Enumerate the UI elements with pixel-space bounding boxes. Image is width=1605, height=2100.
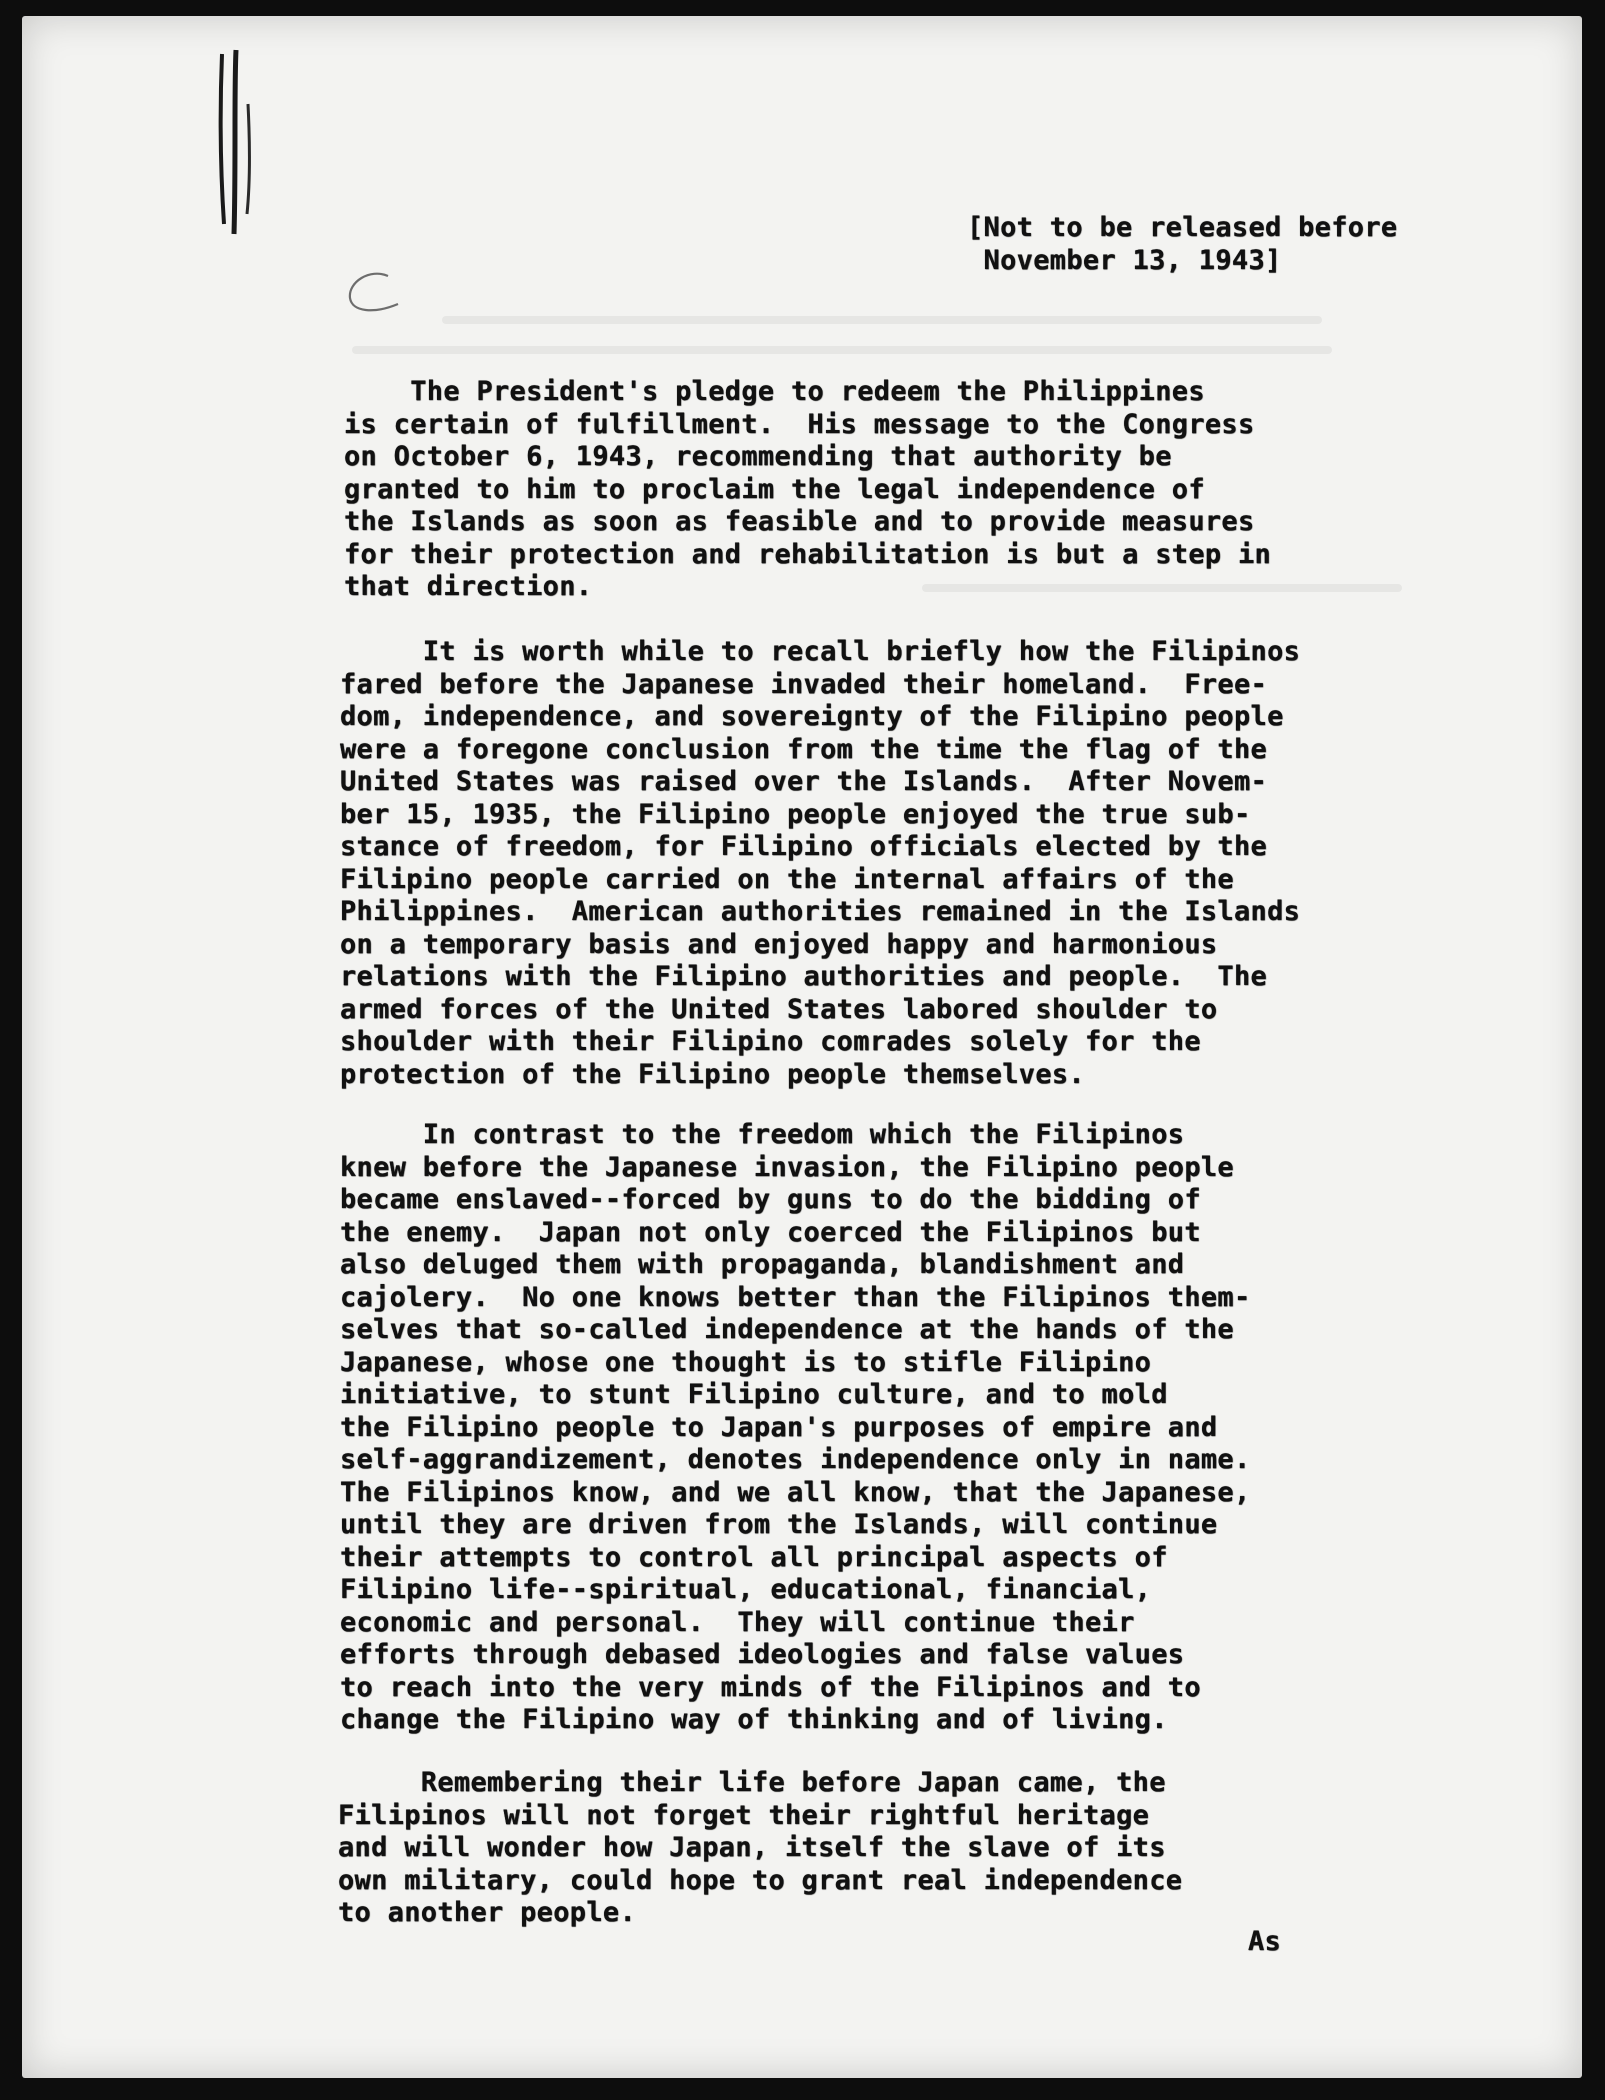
bleed-through-mark xyxy=(442,316,1322,324)
text-line: also deluged them with propaganda, blandishment and xyxy=(340,1249,1185,1280)
text-line: efforts through debased ideologies and false values xyxy=(340,1639,1185,1670)
text-line: for their protection and rehabilitation is but a step in xyxy=(344,538,1272,570)
text-line: the Islands as soon as feasible and to provide measures xyxy=(344,506,1255,537)
paragraph-in-contrast xyxy=(340,1119,1251,1737)
pencil-c-mark xyxy=(340,268,402,318)
text-line: dom, independence, and sovereignty of the Filipino people xyxy=(340,701,1284,732)
text-line: that direction. xyxy=(344,571,593,602)
text-line: It is worth while to recall briefly how the Filipinos xyxy=(340,636,1301,667)
text-line: on October 6, 1943, recommending that authority be xyxy=(344,441,1172,472)
page-catchword: As xyxy=(1248,1926,1282,1957)
text-line: were a foregone conclusion from the time the flag of the xyxy=(340,733,1268,765)
release-note-line: November 13, 1943] xyxy=(967,244,1282,276)
text-line: knew before the Japanese invasion, the Filipino people xyxy=(340,1151,1234,1183)
text-line: became enslaved--forced by guns to do the bidding of xyxy=(340,1184,1201,1215)
text-line: The Filipinos know, and we all know, that the Japanese, xyxy=(340,1476,1251,1508)
text-line: economic and personal. They will continue their xyxy=(340,1606,1135,1638)
release-embargo-note xyxy=(967,212,1397,277)
paragraph-remembering xyxy=(338,1767,1182,1930)
text-line: and will wonder how Japan, itself the slave of its xyxy=(338,1832,1166,1863)
text-line: Filipino life--spiritual, educational, financial, xyxy=(340,1574,1152,1605)
release-note-line: [Not to be released before xyxy=(967,212,1398,243)
text-line: armed forces of the United States labored shoulder to xyxy=(340,993,1218,1025)
text-line: initiative, to stunt Filipino culture, and to mold xyxy=(340,1379,1168,1410)
text-line: United States was raised over the Islands. After Novem- xyxy=(340,766,1268,797)
text-line: the enemy. Japan not only coerced the Filipinos but xyxy=(340,1216,1201,1248)
text-line: to another people. xyxy=(338,1897,636,1928)
text-line: Remembering their life before Japan came, the xyxy=(338,1767,1166,1798)
text-line: to reach into the very minds of the Filipinos and to xyxy=(340,1671,1201,1703)
text-line: the Filipino people to Japan's purposes of empire and xyxy=(340,1411,1218,1443)
text-line: own military, could hope to grant real independence xyxy=(338,1864,1183,1896)
text-line: protection of the Filipino people themselves. xyxy=(340,1058,1085,1090)
paragraph-before-invasion xyxy=(340,636,1300,1091)
text-line: In contrast to the freedom which the Filipinos xyxy=(340,1119,1185,1150)
typewritten-page xyxy=(22,16,1582,2078)
text-line: ber 15, 1935, the Filipino people enjoyed the true sub- xyxy=(340,798,1251,830)
text-line: cajolery. No one knows better than the Filipinos them- xyxy=(340,1281,1251,1313)
text-line: Filipinos will not forget their rightful heritage xyxy=(338,1799,1150,1831)
text-line: granted to him to proclaim the legal independence of xyxy=(344,473,1205,505)
text-line: self-aggrandizement, denotes independence only in name. xyxy=(340,1444,1251,1475)
text-line: Japanese, whose one thought is to stifle Filipino xyxy=(340,1346,1152,1378)
text-line: shoulder with their Filipino comrades solely for the xyxy=(340,1026,1201,1057)
text-line: change the Filipino way of thinking and of living. xyxy=(340,1704,1168,1735)
text-line: on a temporary basis and enjoyed happy and harmonious xyxy=(340,928,1218,960)
paragraph-presidents-pledge xyxy=(344,376,1271,604)
text-line: their attempts to control all principal aspects of xyxy=(340,1541,1168,1573)
bleed-through-mark xyxy=(352,346,1332,354)
text-line: selves that so-called independence at the hands of the xyxy=(340,1314,1234,1345)
paper-clip-mark xyxy=(214,44,254,239)
text-line: Philippines. American authorities remained in the Islands xyxy=(340,896,1301,927)
text-line: Filipino people carried on the internal affairs of the xyxy=(340,863,1234,895)
text-line: fared before the Japanese invaded their homeland. Free- xyxy=(340,668,1268,700)
text-line: until they are driven from the Islands, will continue xyxy=(340,1509,1218,1540)
text-line: The President's pledge to redeem the Philippines xyxy=(344,376,1205,407)
text-line: relations with the Filipino authorities and people. The xyxy=(340,961,1268,992)
text-line: is certain of fulfillment. His message to the Congress xyxy=(344,408,1255,440)
text-line: stance of freedom, for Filipino officials elected by the xyxy=(340,831,1268,862)
